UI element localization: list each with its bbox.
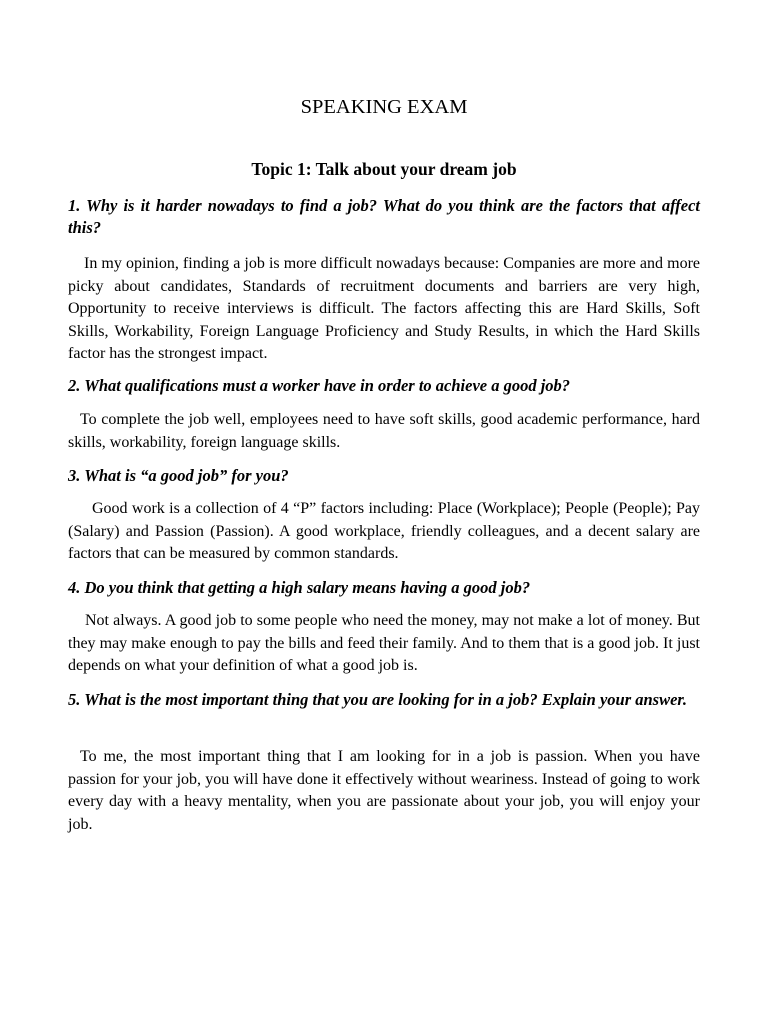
question-5: 5. What is the most important thing that you are looking for in a job? Explain your answer. — [68, 690, 688, 709]
topic-heading: Topic 1: Talk about your dream job — [251, 159, 517, 179]
answer-2: To complete the job well, employees need to have soft skills, good academic performance, hard skills, workability, foreign language skills. — [68, 411, 700, 451]
answer-1: In my opinion, finding a job is more difficult nowadays because: Companies are more and more picky about candidates, Standards of recruitment documents and barriers are very high, Opportunity to receive interviews is difficult. The factors affecting this are Hard Skills, Soft Skills, Workability, Foreign Language Proficiency and Study Results, in which the Hard Skills factor has the strongest impact. — [68, 255, 700, 362]
answer-5: To me, the most important thing that I am looking for in a job is passion. When you have passion for your job, you will have done it effectively without weariness. Instead of going to work every day with a heavy mentality, when you are passionate about your job, you will enjoy your job. — [68, 748, 700, 833]
answer-3: Good work is a collection of 4 “P” factors including: Place (Workplace); People (People); Pay (Salary) and Passion (Passion). A good workplace, friendly colleagues, and a decent salary are factors that can be measured by common standards. — [68, 500, 700, 562]
question-4: 4. Do you think that getting a high salary means having a good job? — [68, 578, 531, 597]
question-2: 2. What qualifications must a worker have in order to achieve a good job? — [68, 376, 571, 395]
question-1: 1. Why is it harder nowadays to find a job? What do you think are the factors that affect this? — [68, 196, 700, 237]
question-3: 3. What is “a good job” for you? — [68, 466, 289, 485]
document-title: SPEAKING EXAM — [300, 96, 468, 118]
answer-4: Not always. A good job to some people who need the money, may not make a lot of money. But they may make enough to pay the bills and feed their family. And to them that is a good job. It just depends on what your definition of what a good job is. — [68, 612, 700, 674]
